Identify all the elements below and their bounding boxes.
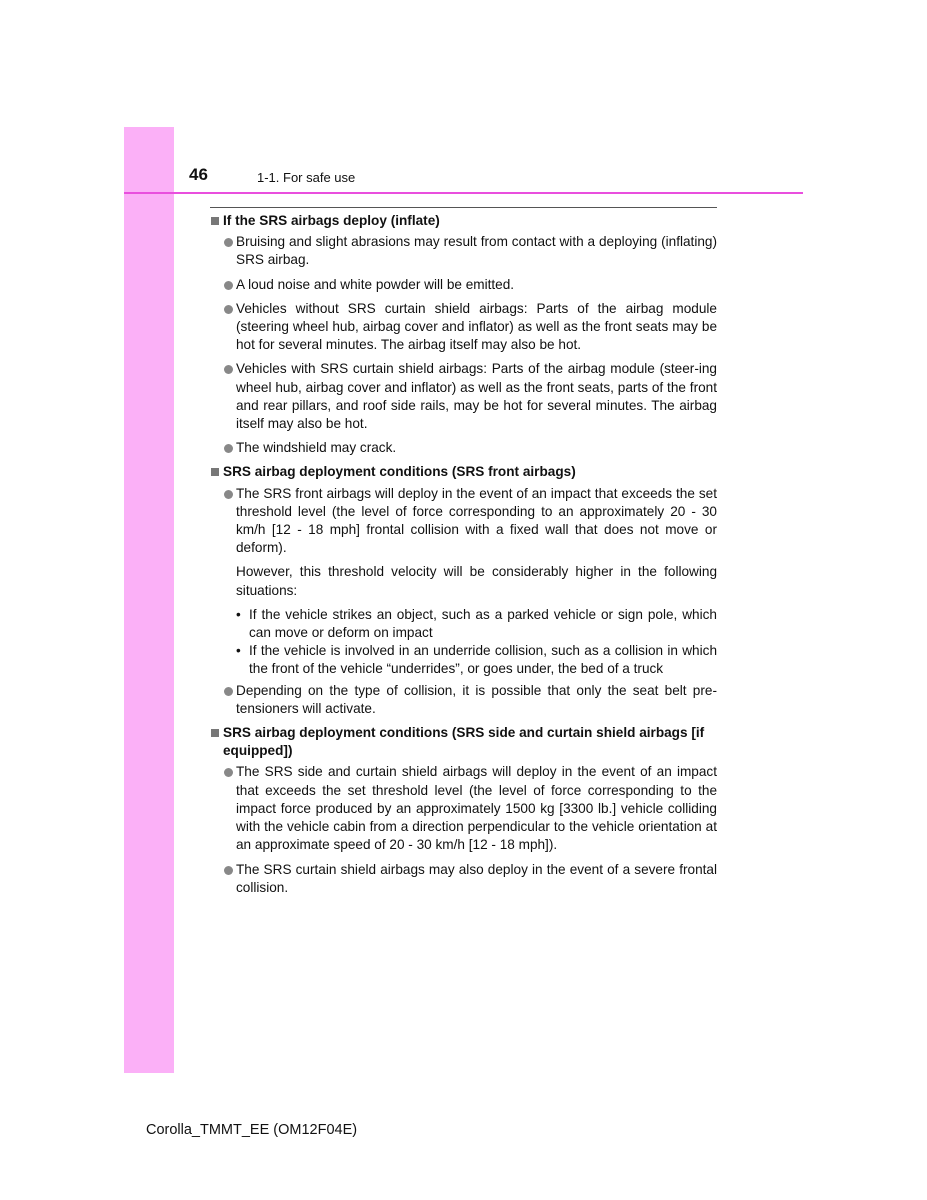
circle-bullet-icon [224,365,233,374]
page-number: 46 [189,165,208,184]
square-bullet-icon [211,468,219,476]
list-item-text: Vehicles with SRS curtain shield airbags: Parts of the airbag module (steer-ing wheel hub, airbag cover and inflator) as well as the front seats, parts of the front and rear pillars, and roof side rails, may be hot for several minutes. The airbag itself may also be hot. [236,361,717,432]
footer-model-code: Corolla_TMMT_EE (OM12F04E) [146,1122,358,1138]
list-item [210,763,717,854]
square-bullet-icon [211,729,219,737]
list-item [210,682,717,718]
section-title: 1-1. For safe use [257,170,356,185]
list-item [210,485,717,558]
sub-list-item [210,642,717,678]
section-heading [210,724,717,760]
list-item-text: The SRS front airbags will deploy in the event of an impact that exceeds the set threshold level (the level of force corresponding to an approximately 20 - 30 km/h [12 - 18 mph] frontal collision with a fixed wall that does not move or deform). [236,485,717,556]
section-heading [210,212,717,230]
list-item-text: Vehicles without SRS curtain shield airbags: Parts of the airbag module (steering wheel hub, airbag cover and inflator) as well as the front seats may be hot for several minutes. The airbag itself may also be hot. [236,300,717,353]
content [210,212,717,897]
section-heading [210,463,717,481]
side-tab [124,127,174,1073]
sub-list-item [210,606,717,642]
circle-bullet-icon [224,768,233,777]
list-item [210,233,717,269]
list-item-text: The SRS side and curtain shield airbags will deploy in the event of an impact that exceeds the set threshold level (the level of force corresponding to the impact force produced by an approximately 1500 kg [3300 lb.] vehicle colliding with the vehicle cabin from a direction perpendicular to the vehicle orientation at an approximate speed of 20 - 30 km/h [12 - 18 mph]). [236,764,717,853]
heading-text: SRS airbag deployment conditions (SRS front airbags) [223,464,576,480]
header-line [124,192,803,194]
content-top-rule [210,207,717,208]
list-item-text: The SRS curtain shield airbags may also deploy in the event of a severe frontal collision. [236,861,717,895]
heading-text: SRS airbag deployment conditions (SRS side and curtain shield airbags [if equipped]) [223,725,705,759]
list-item [210,439,717,457]
sub-list-item-text: If the vehicle strikes an object, such as a parked vehicle or sign pole, which can move or deform on impact [249,606,717,641]
small-bullet-mark: • [236,643,241,659]
list-item [210,300,717,355]
sub-list-item-text: If the vehicle is involved in an underride collision, such as a collision in which the front of the vehicle “underrides”, or goes under, the bed of a truck [249,643,717,677]
list-item [210,861,717,897]
heading-text: If the SRS airbags deploy (inflate) [223,213,440,228]
list-item-text: A loud noise and white powder will be emitted. [236,276,515,292]
list-item [210,276,717,294]
circle-bullet-icon [224,444,233,453]
circle-bullet-icon [224,238,233,247]
list-item-text: Bruising and slight abrasions may result from contact with a deploying (inflating) SRS airbag. [236,234,717,268]
circle-bullet-icon [224,866,233,875]
small-bullet-mark: • [236,606,241,622]
list-item [210,360,717,433]
square-bullet-icon [211,217,219,225]
paragraph: However, this threshold velocity will be considerably higher in the following situations: [236,564,717,598]
circle-bullet-icon [224,281,233,290]
list-item-text: The windshield may crack. [236,440,397,456]
circle-bullet-icon [224,687,233,696]
list-item-text: Depending on the type of collision, it is possible that only the seat belt pre-tensioners will activate. [236,682,717,716]
circle-bullet-icon [224,305,233,314]
circle-bullet-icon [224,490,233,499]
